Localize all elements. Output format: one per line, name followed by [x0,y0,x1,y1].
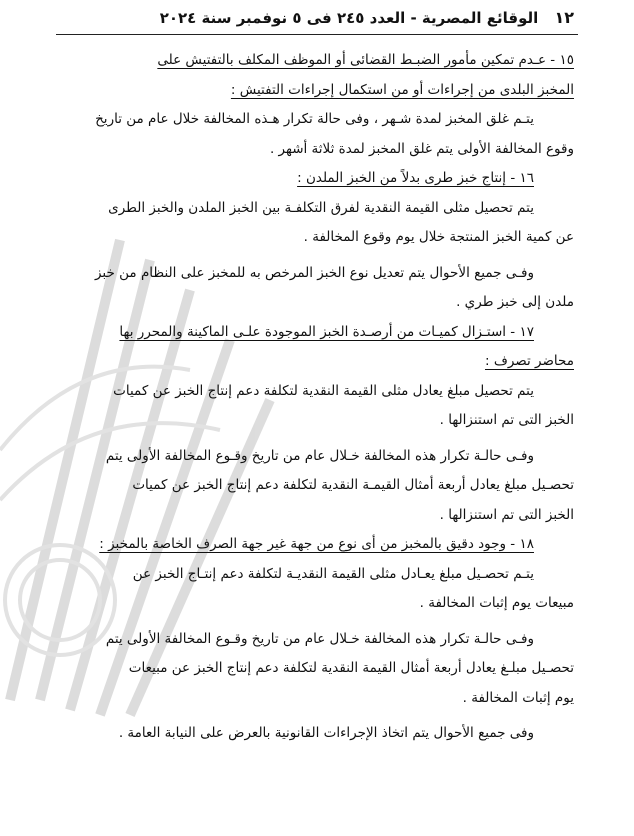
item-16-penalty-line-1: يتم تحصيل مثلى القيمة النقدية لفرق التكلفـة بين الخبز الملدن والخبز الطرى [108,199,534,216]
item-17-heading-line-2: محاضر تصرف : [484,353,574,369]
item-18-repeat-line-2: تحصـيل مبلـغ يعادل أربعة أمثال القيمة النقدية لتكلفة دعم إنتاج الخبز عن مبيعات [128,660,574,676]
page-number: ١٢ [554,8,574,27]
item-18-repeat-line-3: يوم إثبات المخالفة . [462,689,574,706]
item-18-penalty-line-1: يتـم تحصـيل مبلغ يعـادل مثلى القيمة النقديـة لتكلفة دعم إنتـاج الخبز عن [132,565,534,582]
item-16-note-line-1: وفـى جميع الأحوال يتم تعديل نوع الخبز المرخص به للمخبز على النظام من خبز [94,264,534,281]
item-15-heading-line-2: المخبز البلدى من إجراءات أو من استكمال إجراءات التفتيش : [230,81,574,98]
item-17-penalty-line-1: يتم تحصيل مبلغ يعادل مثلى القيمة النقدية لتكلفة دعم إنتاج الخبز عن كميات [113,382,534,399]
item-17-heading-line-1: ١٧ - استـزال كميـات من أرصـدة الخبز الموجودة علـى الماكينة والمحرر بها [119,323,534,340]
item-18-heading: ١٨ - وجود دقيق بالمخبز من أى نوع من جهة غير جهة الصرف الخاصة بالمخبز : [99,536,534,552]
document-body [62,46,574,749]
item-16-note-line-2: ملدن إلى خبز طري . [456,294,574,310]
item-17-repeat-line-3: الخبز التى تم استنزالها . [439,506,574,523]
item-18-penalty-line-2: مبيعات يوم إثبات المخالفة . [419,595,574,611]
page-header-title: الوقائع المصرية - العدد ٢٤٥ فى ٥ نوفمبر سنة ٢٠٢٤ [159,9,539,27]
item-15-heading-line-1: ١٥ - عـدم تمكين مأمور الضبـط القضائى أو الموظف المكلف بالتفتيش على [157,52,574,68]
closing-note: وفى جميع الأحوال يتم اتخاذ الإجراءات القانونية بالعرض على النيابة العامة . [118,725,534,741]
item-17-penalty-line-2: الخبز التى تم استنزالها . [439,412,574,428]
item-17-repeat-line-2: تحصـيل مبلغ يعادل أربعة أمثال القيمـة النقدية لتكلفة دعم إنتاج الخبز عن كميات [132,477,574,493]
item-15-penalty-line-1: يتـم غلق المخبز لمدة شـهر ، وفى حالة تكرار هـذه المخالفة خلال عام من تاريخ [95,111,534,127]
item-17-repeat-line-1: وفـى حالـة تكرار هذه المخالفة خـلال عام من تاريخ وقـوع المخالفة الأولى يتم [105,447,534,464]
item-16-penalty-line-2: عن كمية الخبز المنتجة خلال يوم وقوع المخالفة . [303,229,574,245]
item-16-heading: ١٦ - إنتاج خبز طرى بدلاً من الخبز الملدن : [297,170,534,186]
header-divider [56,34,578,35]
item-18-repeat-line-1: وفـى حالـة تكرار هذه المخالفة خـلال عام من تاريخ وقـوع المخالفة الأولى يتم [105,630,534,647]
item-15-penalty-line-2: وقوع المخالفة الأولى يتم غلق المخبز لمدة ثلاثة أشهر . [269,140,574,157]
